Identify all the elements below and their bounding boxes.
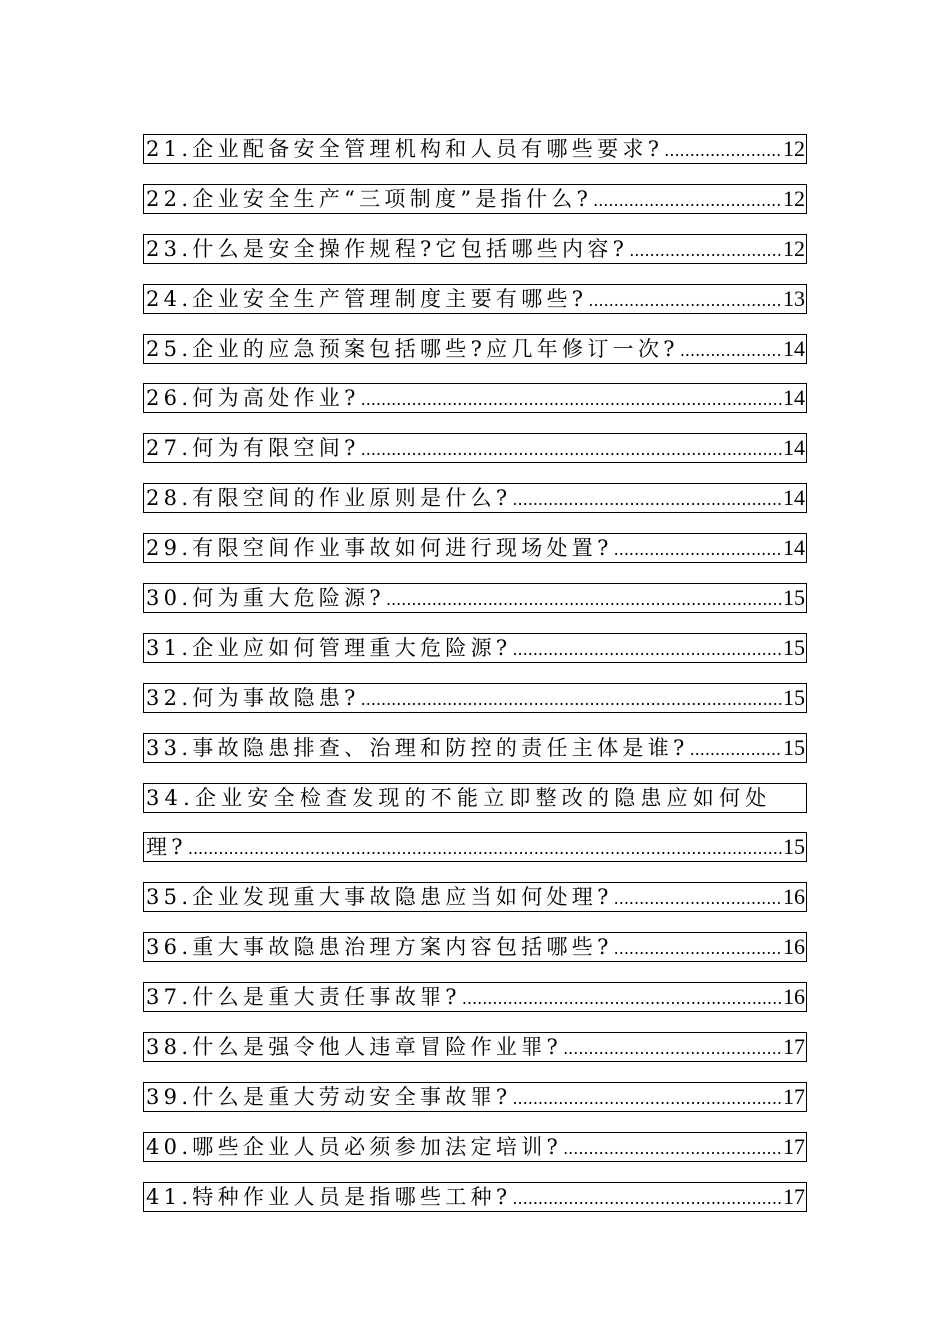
dot-leader bbox=[690, 738, 782, 762]
toc-entry-title: 21.企业配备安全管理机构和人员有哪些要求? bbox=[146, 137, 664, 161]
toc-entry-title: 27.何为有限空间? bbox=[146, 436, 360, 461]
toc-page-number: 17 bbox=[783, 1183, 805, 1209]
toc-entry-30[interactable] bbox=[143, 583, 807, 613]
dot-leader bbox=[629, 239, 782, 263]
toc-page-number: 14 bbox=[783, 485, 805, 511]
dot-leader bbox=[462, 987, 782, 1011]
toc-entry-title: 24.企业安全生产管理制度主要有哪些? bbox=[146, 286, 588, 311]
toc-entry-34-line-1[interactable] bbox=[143, 783, 807, 813]
toc-entry-title: 39.什么是重大劳动安全事故罪? bbox=[146, 1084, 512, 1109]
toc-entry-title: 22.企业安全生产“三项制度”是指什么? bbox=[146, 186, 593, 211]
toc-entry-title: 30.何为重大危险源? bbox=[146, 586, 385, 611]
toc-entry-24[interactable] bbox=[143, 284, 807, 314]
toc-page-number: 16 bbox=[783, 984, 805, 1010]
toc-entry-26[interactable] bbox=[143, 383, 807, 413]
toc-page-number: 15 bbox=[783, 585, 805, 611]
toc-entry-36[interactable] bbox=[143, 932, 807, 962]
dot-leader bbox=[593, 189, 782, 213]
dot-leader bbox=[361, 388, 782, 412]
toc-entry-title: 23.什么是安全操作规程?它包括哪些内容? bbox=[146, 236, 629, 261]
dot-leader bbox=[512, 1087, 782, 1111]
toc-entry-title: 28.有限空间的作业原则是什么? bbox=[146, 486, 512, 511]
toc-page-number: 14 bbox=[783, 435, 805, 461]
toc-entry-29[interactable] bbox=[143, 533, 807, 563]
dot-leader bbox=[614, 887, 782, 911]
toc-page-number: 12 bbox=[783, 235, 805, 261]
toc-entry-title: 理? bbox=[146, 835, 187, 860]
toc-page-number: 13 bbox=[783, 285, 805, 311]
dot-leader bbox=[563, 1037, 782, 1061]
toc-entry-title: 37.什么是重大责任事故罪? bbox=[146, 985, 461, 1010]
toc-entry-37[interactable] bbox=[143, 982, 807, 1012]
toc-entry-35[interactable] bbox=[143, 882, 807, 912]
dot-leader bbox=[188, 837, 782, 861]
toc-entry-title: 34.企业安全检查发现的不能立即整改的隐患应如何处 bbox=[146, 785, 772, 810]
toc-entry-title: 36.重大事故隐患治理方案内容包括哪些? bbox=[146, 935, 613, 960]
toc-page-number: 12 bbox=[783, 136, 805, 161]
toc-entry-title: 41.特种作业人员是指哪些工种? bbox=[146, 1184, 512, 1209]
toc-entry-title: 25.企业的应急预案包括哪些?应几年修订一次? bbox=[146, 336, 679, 361]
dot-leader bbox=[512, 488, 782, 512]
toc-page-number: 12 bbox=[783, 185, 805, 211]
toc-page-number: 17 bbox=[783, 1133, 805, 1159]
toc-entry-32[interactable] bbox=[143, 683, 807, 713]
toc-entry-title: 29.有限空间作业事故如何进行现场处置? bbox=[146, 536, 613, 561]
toc-page-number: 15 bbox=[783, 684, 805, 710]
toc-entry-22[interactable] bbox=[143, 184, 807, 214]
toc-entry-27[interactable] bbox=[143, 433, 807, 463]
toc-entry-41[interactable] bbox=[143, 1182, 807, 1212]
toc-page-number: 17 bbox=[783, 1083, 805, 1109]
toc-page-number: 16 bbox=[783, 884, 805, 910]
dot-leader bbox=[512, 1187, 782, 1211]
toc-entry-title: 32.何为事故隐患? bbox=[146, 685, 360, 710]
toc-entry-title: 26.何为高处作业? bbox=[146, 386, 360, 411]
dot-leader bbox=[512, 638, 782, 662]
dot-leader bbox=[361, 438, 782, 462]
dot-leader bbox=[614, 538, 782, 562]
toc-page-number: 17 bbox=[783, 1034, 805, 1060]
toc-entry-title: 40.哪些企业人员必须参加法定培训? bbox=[146, 1134, 563, 1159]
dot-leader bbox=[680, 339, 782, 363]
toc-page-number: 16 bbox=[783, 934, 805, 960]
dot-leader bbox=[614, 937, 782, 961]
dot-leader bbox=[386, 588, 782, 612]
toc-entry-40[interactable] bbox=[143, 1132, 807, 1162]
dot-leader bbox=[361, 688, 782, 712]
toc-entry-39[interactable] bbox=[143, 1082, 807, 1112]
toc-entry-34-line-2[interactable] bbox=[143, 832, 807, 862]
toc-entry-33[interactable] bbox=[143, 733, 807, 763]
toc-entry-title: 38.什么是强令他人违章冒险作业罪? bbox=[146, 1035, 563, 1060]
toc-page-number: 14 bbox=[783, 535, 805, 561]
dot-leader bbox=[588, 289, 782, 313]
toc-entry-28[interactable] bbox=[143, 483, 807, 513]
toc-entry-31[interactable] bbox=[143, 633, 807, 663]
toc-page-number: 14 bbox=[783, 385, 805, 411]
toc-entry-38[interactable] bbox=[143, 1032, 807, 1062]
toc-page-number: 15 bbox=[783, 734, 805, 760]
toc-entry-23[interactable] bbox=[143, 234, 807, 264]
dot-leader bbox=[664, 139, 782, 163]
toc-page-number: 15 bbox=[783, 634, 805, 660]
toc-entry-21[interactable] bbox=[143, 134, 807, 164]
dot-leader bbox=[563, 1137, 782, 1161]
toc-entry-title: 33.事故隐患排查、治理和防控的责任主体是谁? bbox=[146, 735, 689, 760]
toc-page-number: 14 bbox=[783, 335, 805, 361]
toc-entry-title: 31.企业应如何管理重大危险源? bbox=[146, 635, 512, 660]
toc-entry-title: 35.企业发现重大事故隐患应当如何处理? bbox=[146, 885, 613, 910]
table-of-contents bbox=[143, 134, 807, 1232]
toc-entry-25[interactable] bbox=[143, 334, 807, 364]
toc-page-number: 15 bbox=[783, 834, 805, 860]
